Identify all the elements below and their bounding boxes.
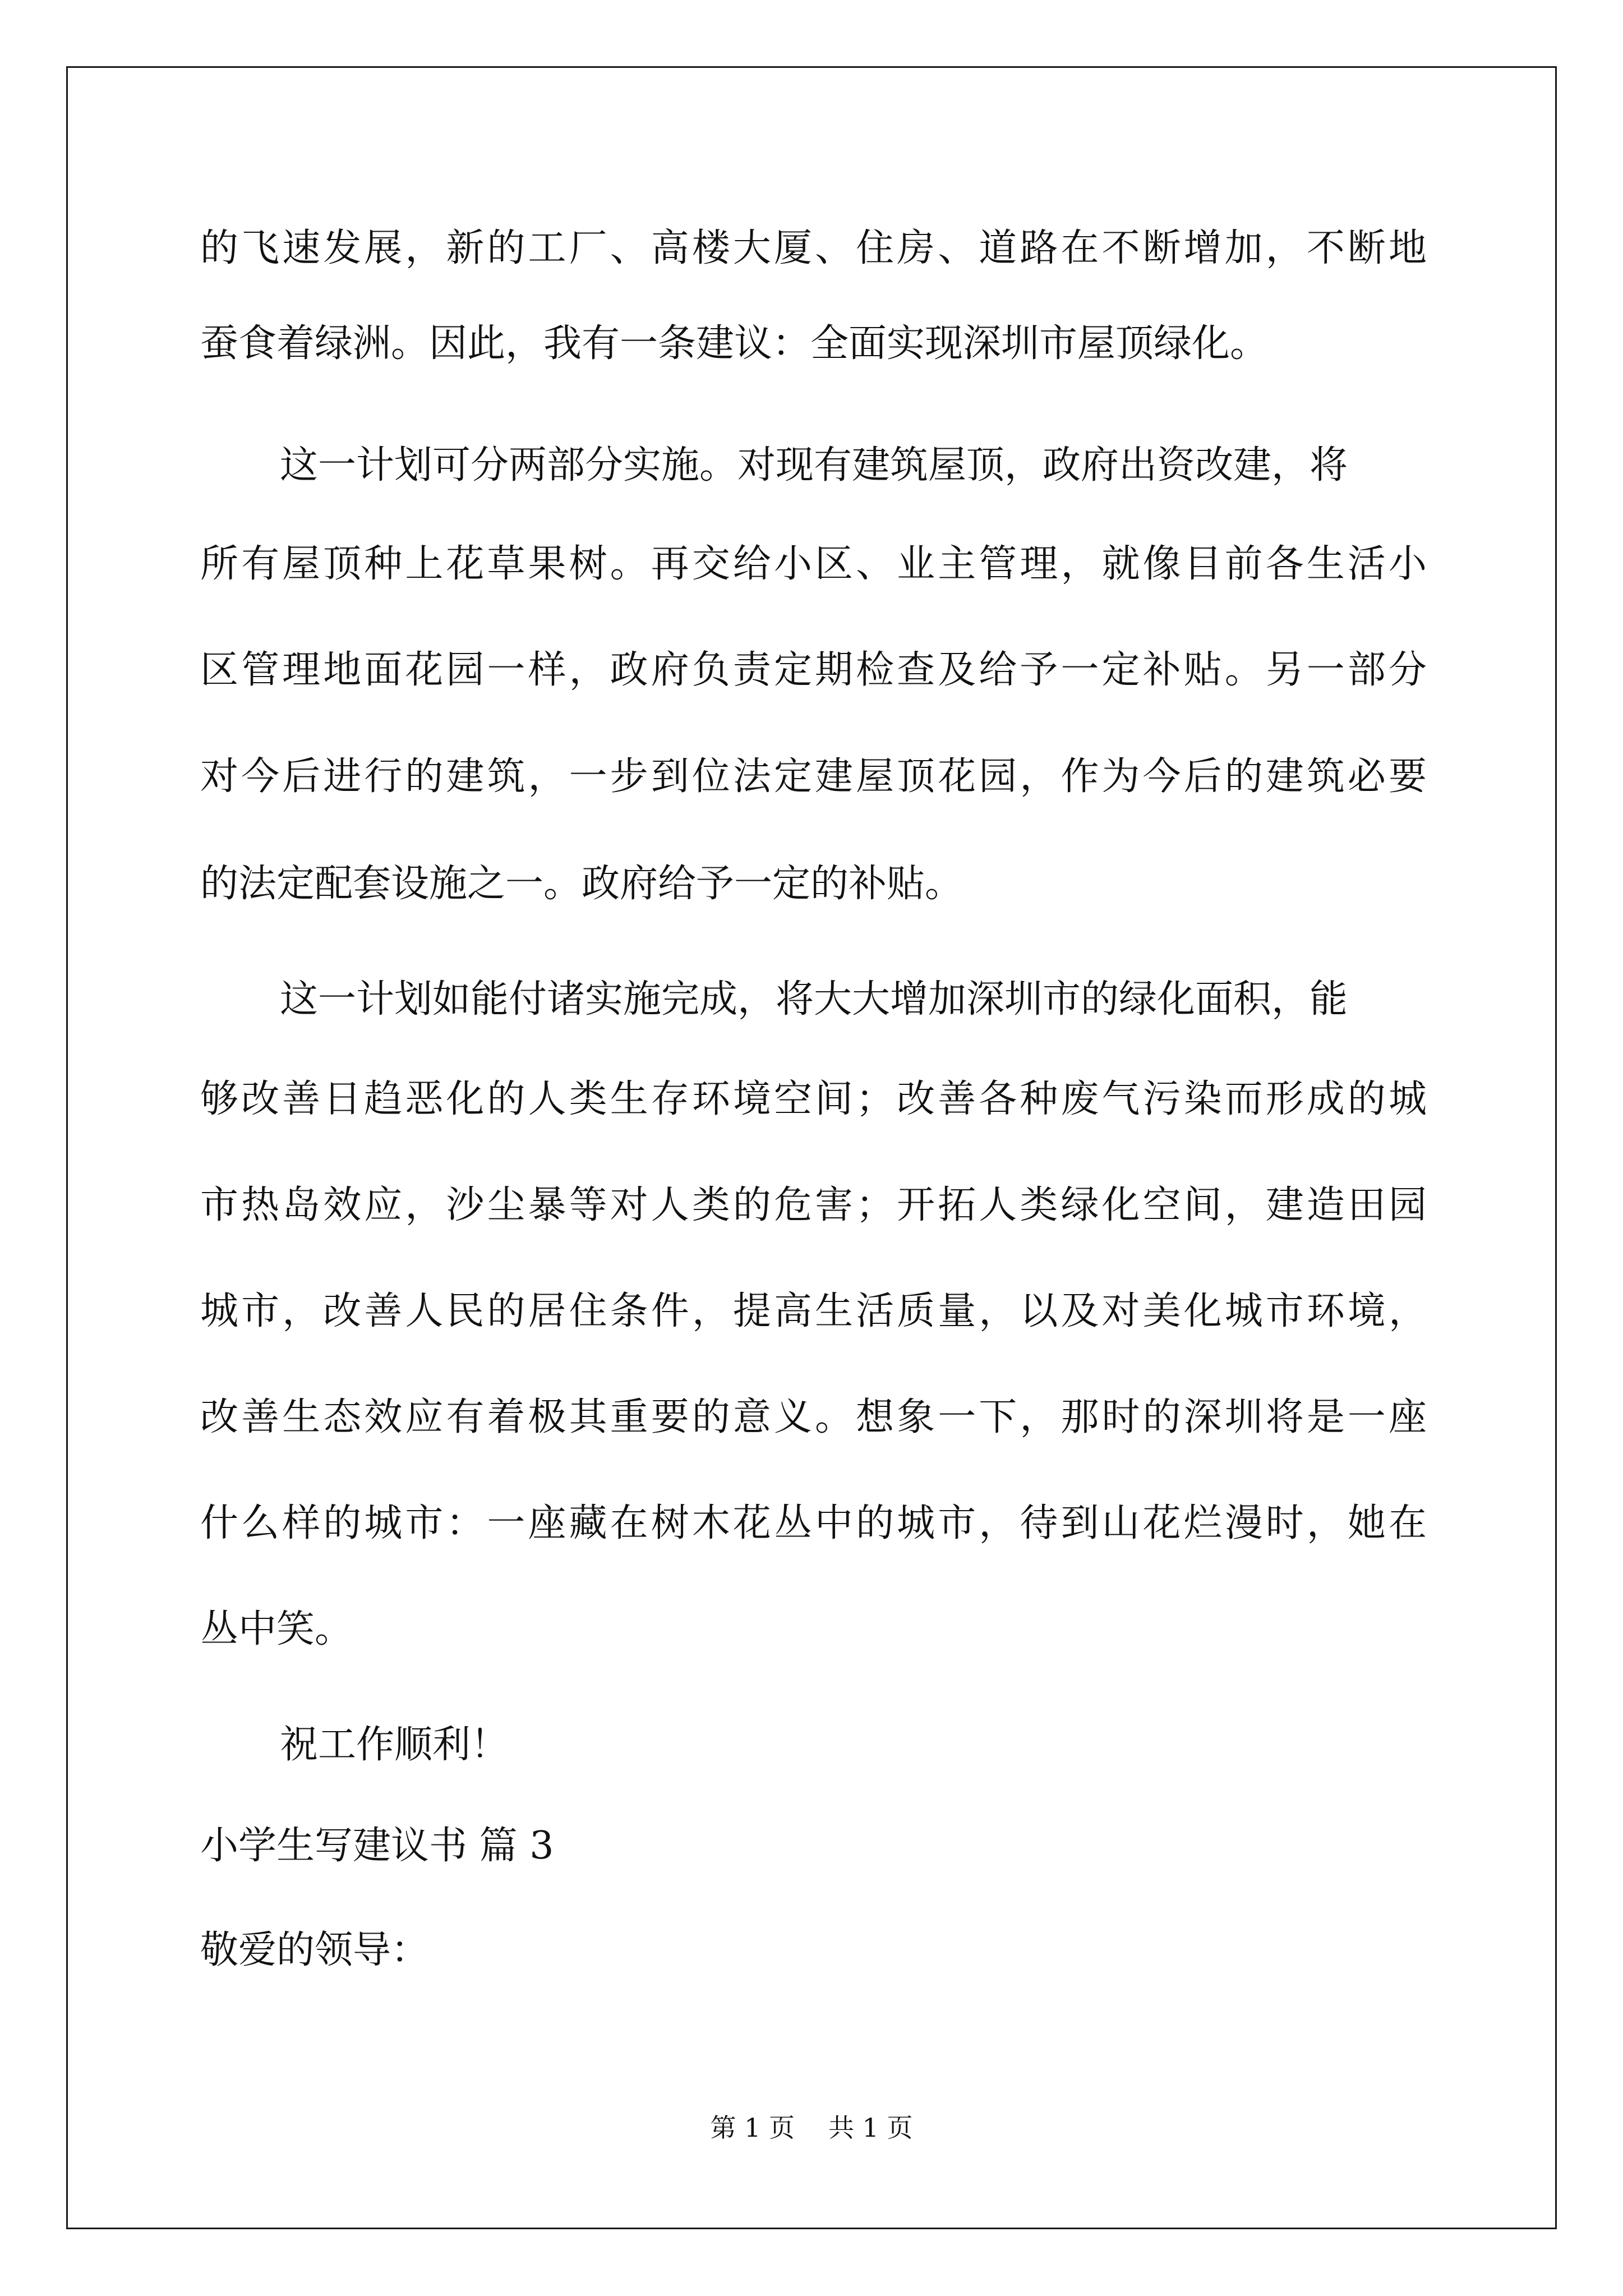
body-line-8: 这一计划如能付诸实施完成，将大大增加深圳市的绿化面积，能 <box>280 977 1348 1022</box>
closing-line: 祝工作顺利！ <box>280 1723 509 1767</box>
body-line-7: 的法定配套设施之一。政府给予一定的补贴。 <box>200 862 963 906</box>
page-border <box>66 66 1557 2229</box>
page-total: 共 1 页 <box>828 2113 913 2143</box>
body-line-5: 区管理地面花园一样，政府负责定期检查及给予一定补贴。另一部分 <box>200 648 1427 692</box>
section-title: 小学生写建议书 篇 3 <box>200 1824 554 1868</box>
body-line-3: 这一计划可分两部分实施。对现有建筑屋顶，政府出资改建，将 <box>280 443 1348 487</box>
body-line-2: 蚕食着绿洲。因此，我有一条建议：全面实现深圳市屋顶绿化。 <box>200 321 1269 366</box>
body-line-6: 对今后进行的建筑，一步到位法定建屋顶花园，作为今后的建筑必要 <box>200 754 1427 799</box>
page-footer <box>0 2111 1623 2145</box>
body-line-1: 的飞速发展，新的工厂、高楼大厦、住房、道路在不断增加，不断地 <box>200 226 1427 270</box>
body-line-9: 够改善日趋恶化的人类生存环境空间；改善各种废气污染而形成的城 <box>200 1077 1427 1121</box>
body-line-11: 城市，改善人民的居住条件，提高生活质量，以及对美化城市环境， <box>200 1289 1427 1333</box>
salutation: 敬爱的领导： <box>200 1928 430 1972</box>
body-line-12: 改善生态效应有着极其重要的意义。想象一下，那时的深圳将是一座 <box>200 1395 1427 1439</box>
body-line-4: 所有屋顶种上花草果树。再交给小区、业主管理，就像目前各生活小 <box>200 542 1427 586</box>
body-line-10: 市热岛效应，沙尘暴等对人类的危害；开拓人类绿化空间，建造田园 <box>200 1183 1427 1227</box>
page-number: 第 1 页 <box>710 2113 795 2143</box>
body-line-13: 什么样的城市：一座藏在树木花丛中的城市，待到山花烂漫时，她在 <box>200 1501 1427 1545</box>
body-line-14: 丛中笑。 <box>200 1607 353 1651</box>
